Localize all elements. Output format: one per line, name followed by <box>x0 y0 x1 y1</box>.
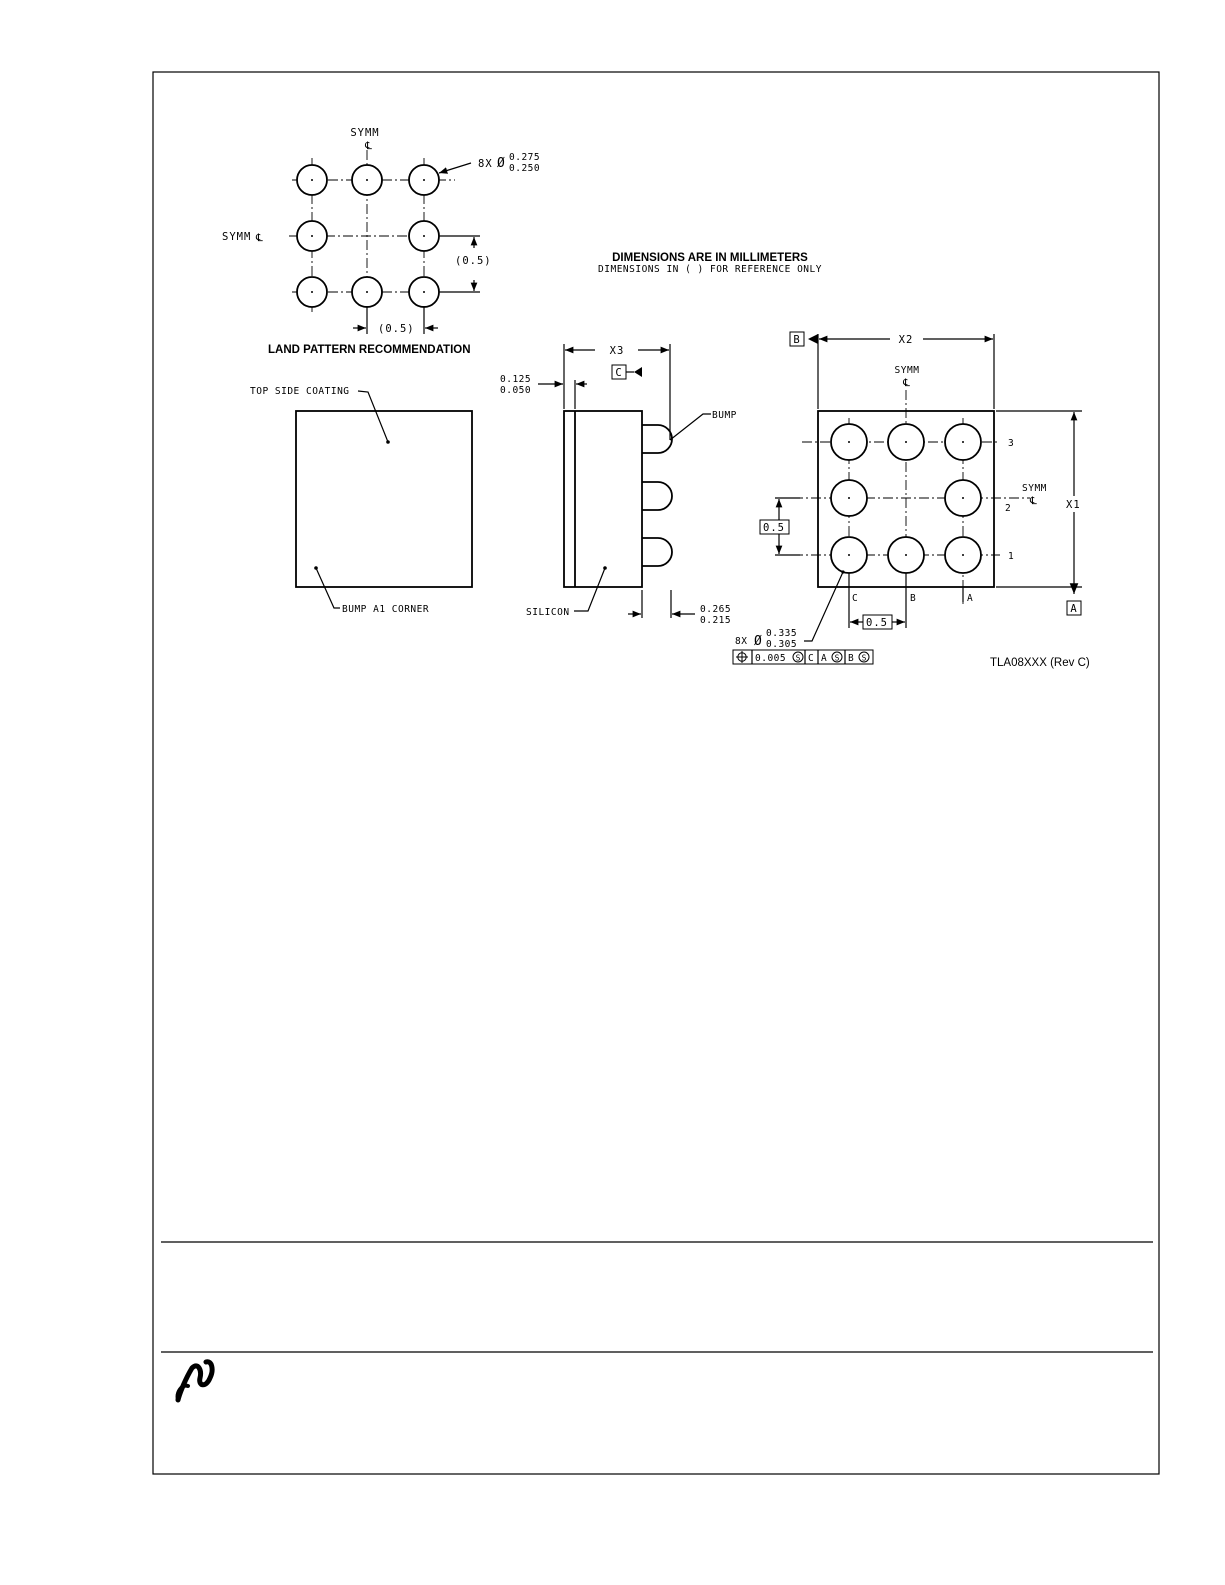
diameter-symbol-icon: Ø <box>754 634 763 649</box>
bump-height-max: 0.265 <box>700 604 732 615</box>
bump-label: BUMP <box>712 410 737 421</box>
land-pattern-view <box>222 127 540 356</box>
drawing-id: TLA08XXX (Rev C) <box>990 657 1090 669</box>
bottom-width-label: X2 <box>898 334 914 346</box>
land-pitch-v: (0.5) <box>455 255 492 267</box>
svg-text:S: S <box>861 653 867 663</box>
column-label: B <box>910 593 917 604</box>
datum-a-label: A <box>1070 603 1078 615</box>
bottom-symm-right: SYMM <box>1022 483 1047 494</box>
fcf-tolerance: 0.005 <box>755 653 787 664</box>
fcf-datum-2: A <box>821 653 828 664</box>
centerline-symbol-icon: ℄ <box>365 140 373 152</box>
bottom-pitch-v: 0.5 <box>763 522 785 534</box>
row-label: 2 <box>1005 503 1012 514</box>
fcf-datum-1: C <box>808 653 815 664</box>
top-view <box>250 386 472 615</box>
bottom-pitch-h: 0.5 <box>866 617 888 629</box>
land-diameter-min: 0.250 <box>509 163 541 174</box>
side-coating-max: 0.125 <box>500 374 532 385</box>
bump-dia-max: 0.335 <box>766 628 798 639</box>
land-pitch-h: (0.5) <box>378 323 415 335</box>
feature-control-frame <box>733 650 873 664</box>
datum-b-label: B <box>793 334 801 346</box>
row-label: 1 <box>1008 551 1015 562</box>
bump-dia-min: 0.305 <box>766 639 798 650</box>
land-pattern-title: LAND PATTERN RECOMMENDATION <box>268 344 471 356</box>
bottom-symm-top: SYMM <box>894 365 920 376</box>
land-diameter-max: 0.275 <box>509 152 541 163</box>
bump-a1-corner-label: BUMP A1 CORNER <box>342 604 430 615</box>
land-symm-label: SYMM <box>350 127 380 139</box>
datum-c-label: C <box>615 367 623 379</box>
centerline-symbol-icon: ℄ <box>1030 495 1038 507</box>
side-view <box>500 344 737 626</box>
silicon-label: SILICON <box>526 607 570 618</box>
fcf-datum-3: B <box>848 653 855 664</box>
centerline-symbol-icon: ℄ <box>903 377 911 389</box>
side-coating-min: 0.050 <box>500 385 532 396</box>
land-pad-count: 8X <box>478 158 493 170</box>
svg-text:S: S <box>834 653 840 663</box>
reference-note: DIMENSIONS IN ( ) FOR REFERENCE ONLY <box>598 264 822 275</box>
bottom-view <box>733 332 1082 664</box>
bump-count: 8X <box>735 636 748 647</box>
diameter-symbol-icon: Ø <box>497 156 506 171</box>
top-coating-label: TOP SIDE COATING <box>250 386 350 397</box>
row-label: 3 <box>1008 438 1015 449</box>
svg-text:S: S <box>795 653 801 663</box>
manufacturer-logo-icon <box>178 1362 212 1400</box>
column-label: A <box>967 593 974 604</box>
side-width-label: X3 <box>609 345 625 357</box>
land-symm-h-label: SYMM <box>222 231 252 243</box>
units-title: DIMENSIONS ARE IN MILLIMETERS <box>612 252 808 264</box>
column-label: C <box>852 593 859 604</box>
bump-height-min: 0.215 <box>700 615 732 626</box>
centerline-symbol-icon: ℄ <box>256 232 264 244</box>
bottom-height-label: X1 <box>1066 499 1081 511</box>
